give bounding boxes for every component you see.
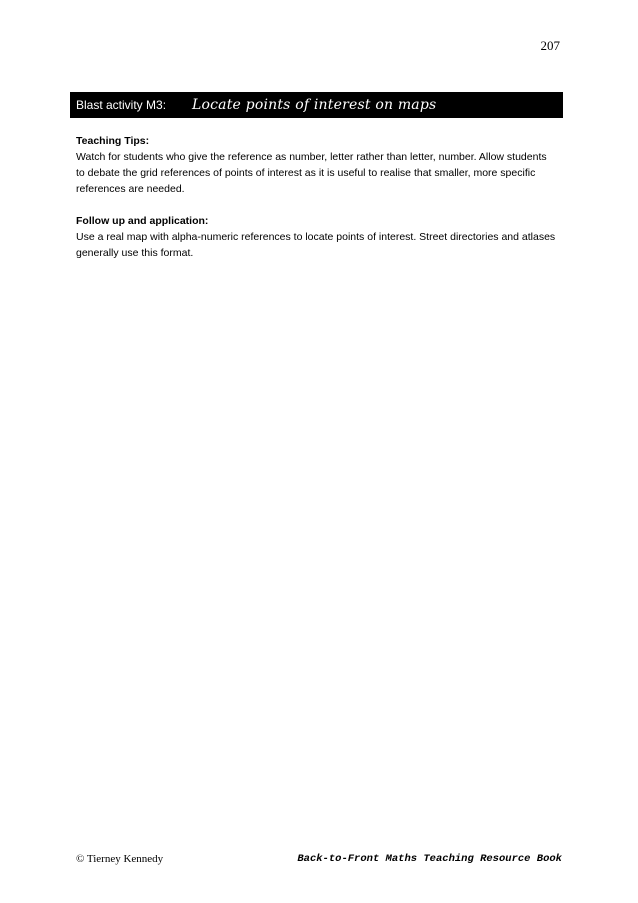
activity-title: Locate points of interest on maps [192,97,437,113]
page-content [76,133,556,277]
page-number: 207 [540,38,560,53]
follow-up-body: Use a real map with alpha-numeric references to locate points of interest. Street directories and atlases generally use this format. [76,231,556,259]
book-title: Back-to-Front Maths Teaching Resource Book [297,853,562,865]
activity-label: Blast activity M3: [76,98,167,112]
teaching-tips-heading: Teaching Tips: [76,135,150,147]
page-footer [76,853,562,865]
teaching-tips-body: Watch for students who give the reference as number, letter rather than letter, number. Allow students to debate the grid references of points of interest as it is useful to realise that smaller, more specific references are needed. [76,151,547,195]
copyright-text: © Tierney Kennedy [76,853,164,865]
activity-title-bar [70,92,563,118]
follow-up-heading: Follow up and application: [76,215,209,227]
